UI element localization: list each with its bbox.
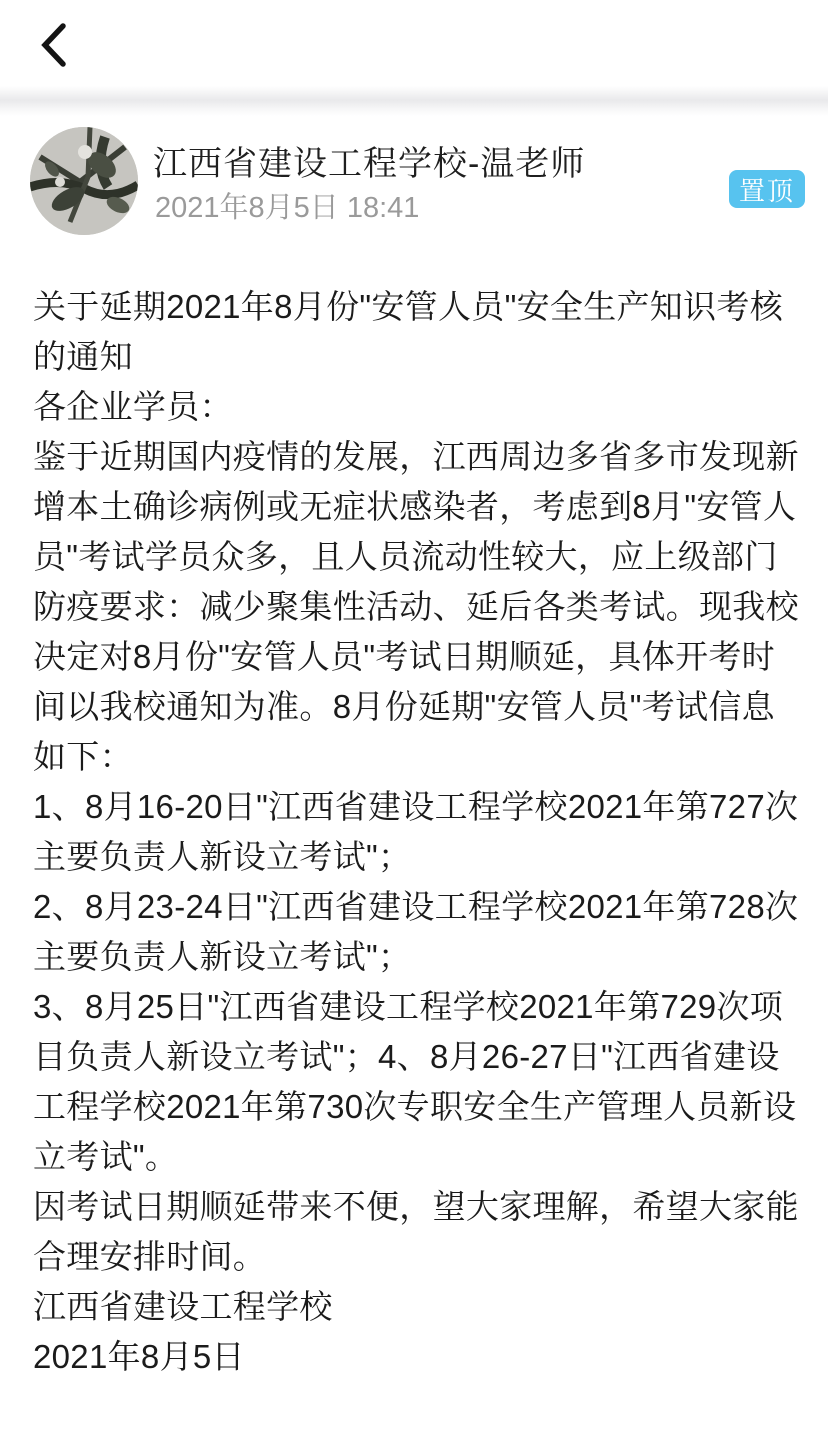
body-line: 2、8月23-24日"江西省建设工程学校2021年第728次	[33, 888, 799, 925]
body-line: 江西省建设工程学校	[33, 1288, 333, 1325]
avatar[interactable]	[30, 127, 138, 235]
body-line: 主要负责人新设立考试"；	[33, 938, 412, 975]
navbar-shadow-divider	[0, 86, 828, 116]
body-line: 决定对8月份"安管人员"考试日期顺延，具体开考时	[33, 638, 775, 675]
body-line: 1、8月16-20日"江西省建设工程学校2021年第727次	[33, 788, 799, 825]
body-line: 目负责人新设立考试"；4、8月26-27日"江西省建设	[33, 1038, 780, 1075]
body-line: 因考试日期顺延带来不便，望大家理解，希望大家能	[33, 1188, 799, 1225]
post-header	[0, 120, 828, 250]
body-line: 2021年8月5日	[33, 1338, 245, 1375]
body-line: 各企业学员：	[33, 388, 233, 425]
body-line: 3、8月25日"江西省建设工程学校2021年第729次项	[33, 988, 783, 1025]
body-line: 立考试"。	[33, 1138, 179, 1175]
chevron-left-icon	[37, 21, 71, 72]
body-line: 鉴于近期国内疫情的发展，江西周边多省多市发现新	[33, 438, 799, 475]
avatar-branches-image	[30, 127, 138, 235]
back-button[interactable]	[24, 14, 84, 78]
body-line: 的通知	[33, 338, 133, 375]
body-line: 间以我校通知为准。8月份延期"安管人员"考试信息	[33, 688, 775, 725]
author-name: 江西省建设工程学校-温老师	[153, 145, 586, 183]
body-line: 主要负责人新设立考试"；	[33, 838, 412, 875]
body-line: 合理安排时间。	[33, 1238, 267, 1275]
body-line: 防疫要求：减少聚集性活动、延后各类考试。现我校	[33, 588, 799, 625]
post-timestamp: 2021年8月5日 18:41	[155, 192, 420, 224]
body-line: 关于延期2021年8月份"安管人员"安全生产知识考核	[33, 288, 783, 325]
body-line: 如下：	[33, 738, 133, 775]
pinned-badge: 置顶	[729, 170, 805, 208]
post-body	[33, 282, 805, 1382]
body-line: 增本土确诊病例或无症状感染者，考虑到8月"安管人	[33, 488, 797, 525]
body-line: 工程学校2021年第730次专职安全生产管理人员新设	[33, 1088, 797, 1125]
body-line: 员"考试学员众多，且人员流动性较大，应上级部门	[33, 538, 778, 575]
